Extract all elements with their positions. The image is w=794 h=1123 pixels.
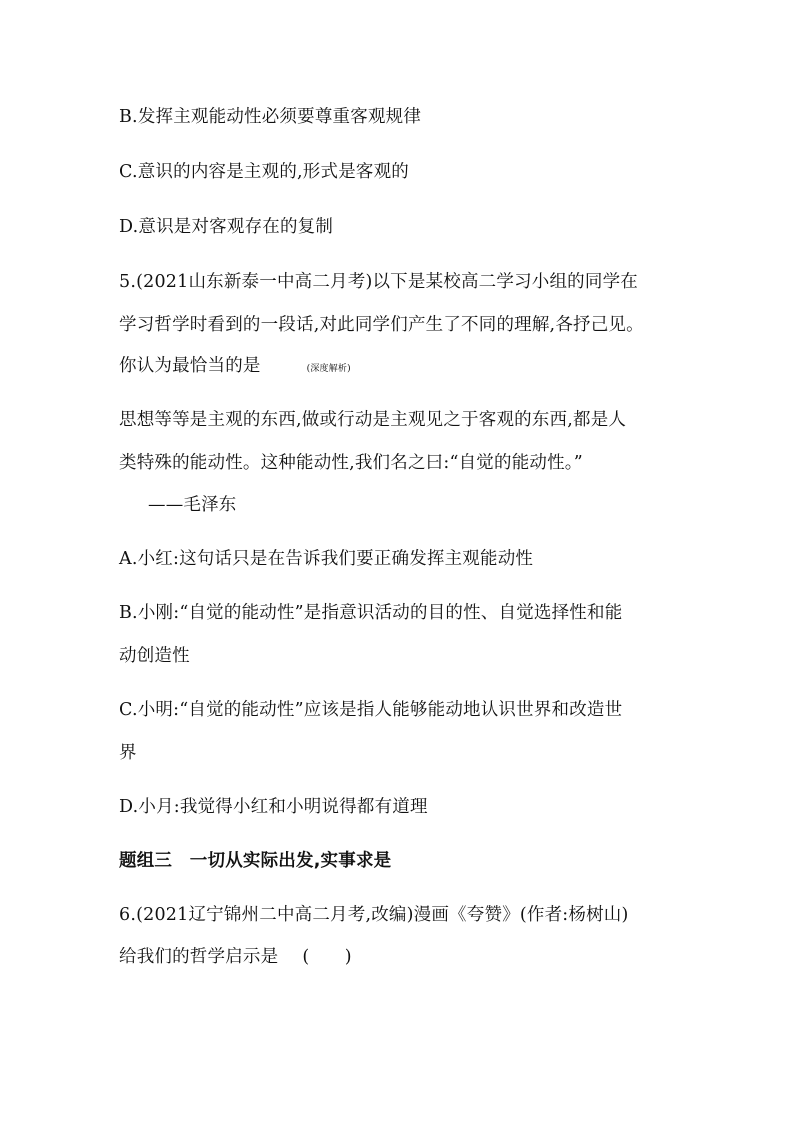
q6-stem-text: 给我们的哲学启示是	[119, 947, 279, 967]
q6-stem-line1: 6.(2021辽宁锦州二中高二月考,改编)漫画《夸赞》(作者:杨树山)	[119, 905, 629, 925]
q5-quote-line2: 类特殊的能动性。这种能动性,我们名之曰:“自觉的能动性。”	[119, 453, 583, 473]
q4-option-d: D.意识是对客观存在的复制	[119, 217, 334, 237]
q6-answer-blank: ( )	[302, 947, 352, 967]
q5-option-d: D.小月:我觉得小红和小明说得都有道理	[119, 797, 428, 817]
q5-stem-line3	[119, 355, 351, 380]
q5-option-b-line1: B.小刚:“自觉的能动性”是指意识活动的目的性、自觉选择性和能	[119, 603, 623, 623]
q4-option-b: B.发挥主观能动性必须要尊重客观规律	[119, 107, 422, 127]
q4-option-c: C.意识的内容是主观的,形式是客观的	[119, 162, 409, 182]
q5-analysis-tag: (深度解析)	[306, 364, 351, 374]
q5-stem-text: 你认为最恰当的是	[119, 356, 261, 376]
q5-option-c-line1: C.小明:“自觉的能动性”应该是指人能够能动地认识世界和改造世	[119, 700, 623, 720]
q5-option-a: A.小红:这句话只是在告诉我们要正确发挥主观能动性	[119, 549, 534, 569]
q5-stem-line1: 5.(2021山东新泰一中高二月考)以下是某校高二学习小组的同学在	[119, 272, 638, 292]
q6-stem-line2	[119, 946, 352, 968]
q5-option-b-line2: 动创造性	[119, 646, 190, 666]
section-heading: 题组三 一切从实际出发,实事求是	[119, 851, 392, 871]
q5-stem-line2: 学习哲学时看到的一段话,对此同学们产生了不同的理解,各抒己见。	[119, 315, 644, 335]
q5-quote-line1: 思想等等是主观的东西,做或行动是主观见之于客观的东西,都是人	[119, 410, 627, 430]
q5-quote-author: ——毛泽东	[148, 495, 237, 515]
q5-option-c-line2: 界	[119, 743, 137, 763]
